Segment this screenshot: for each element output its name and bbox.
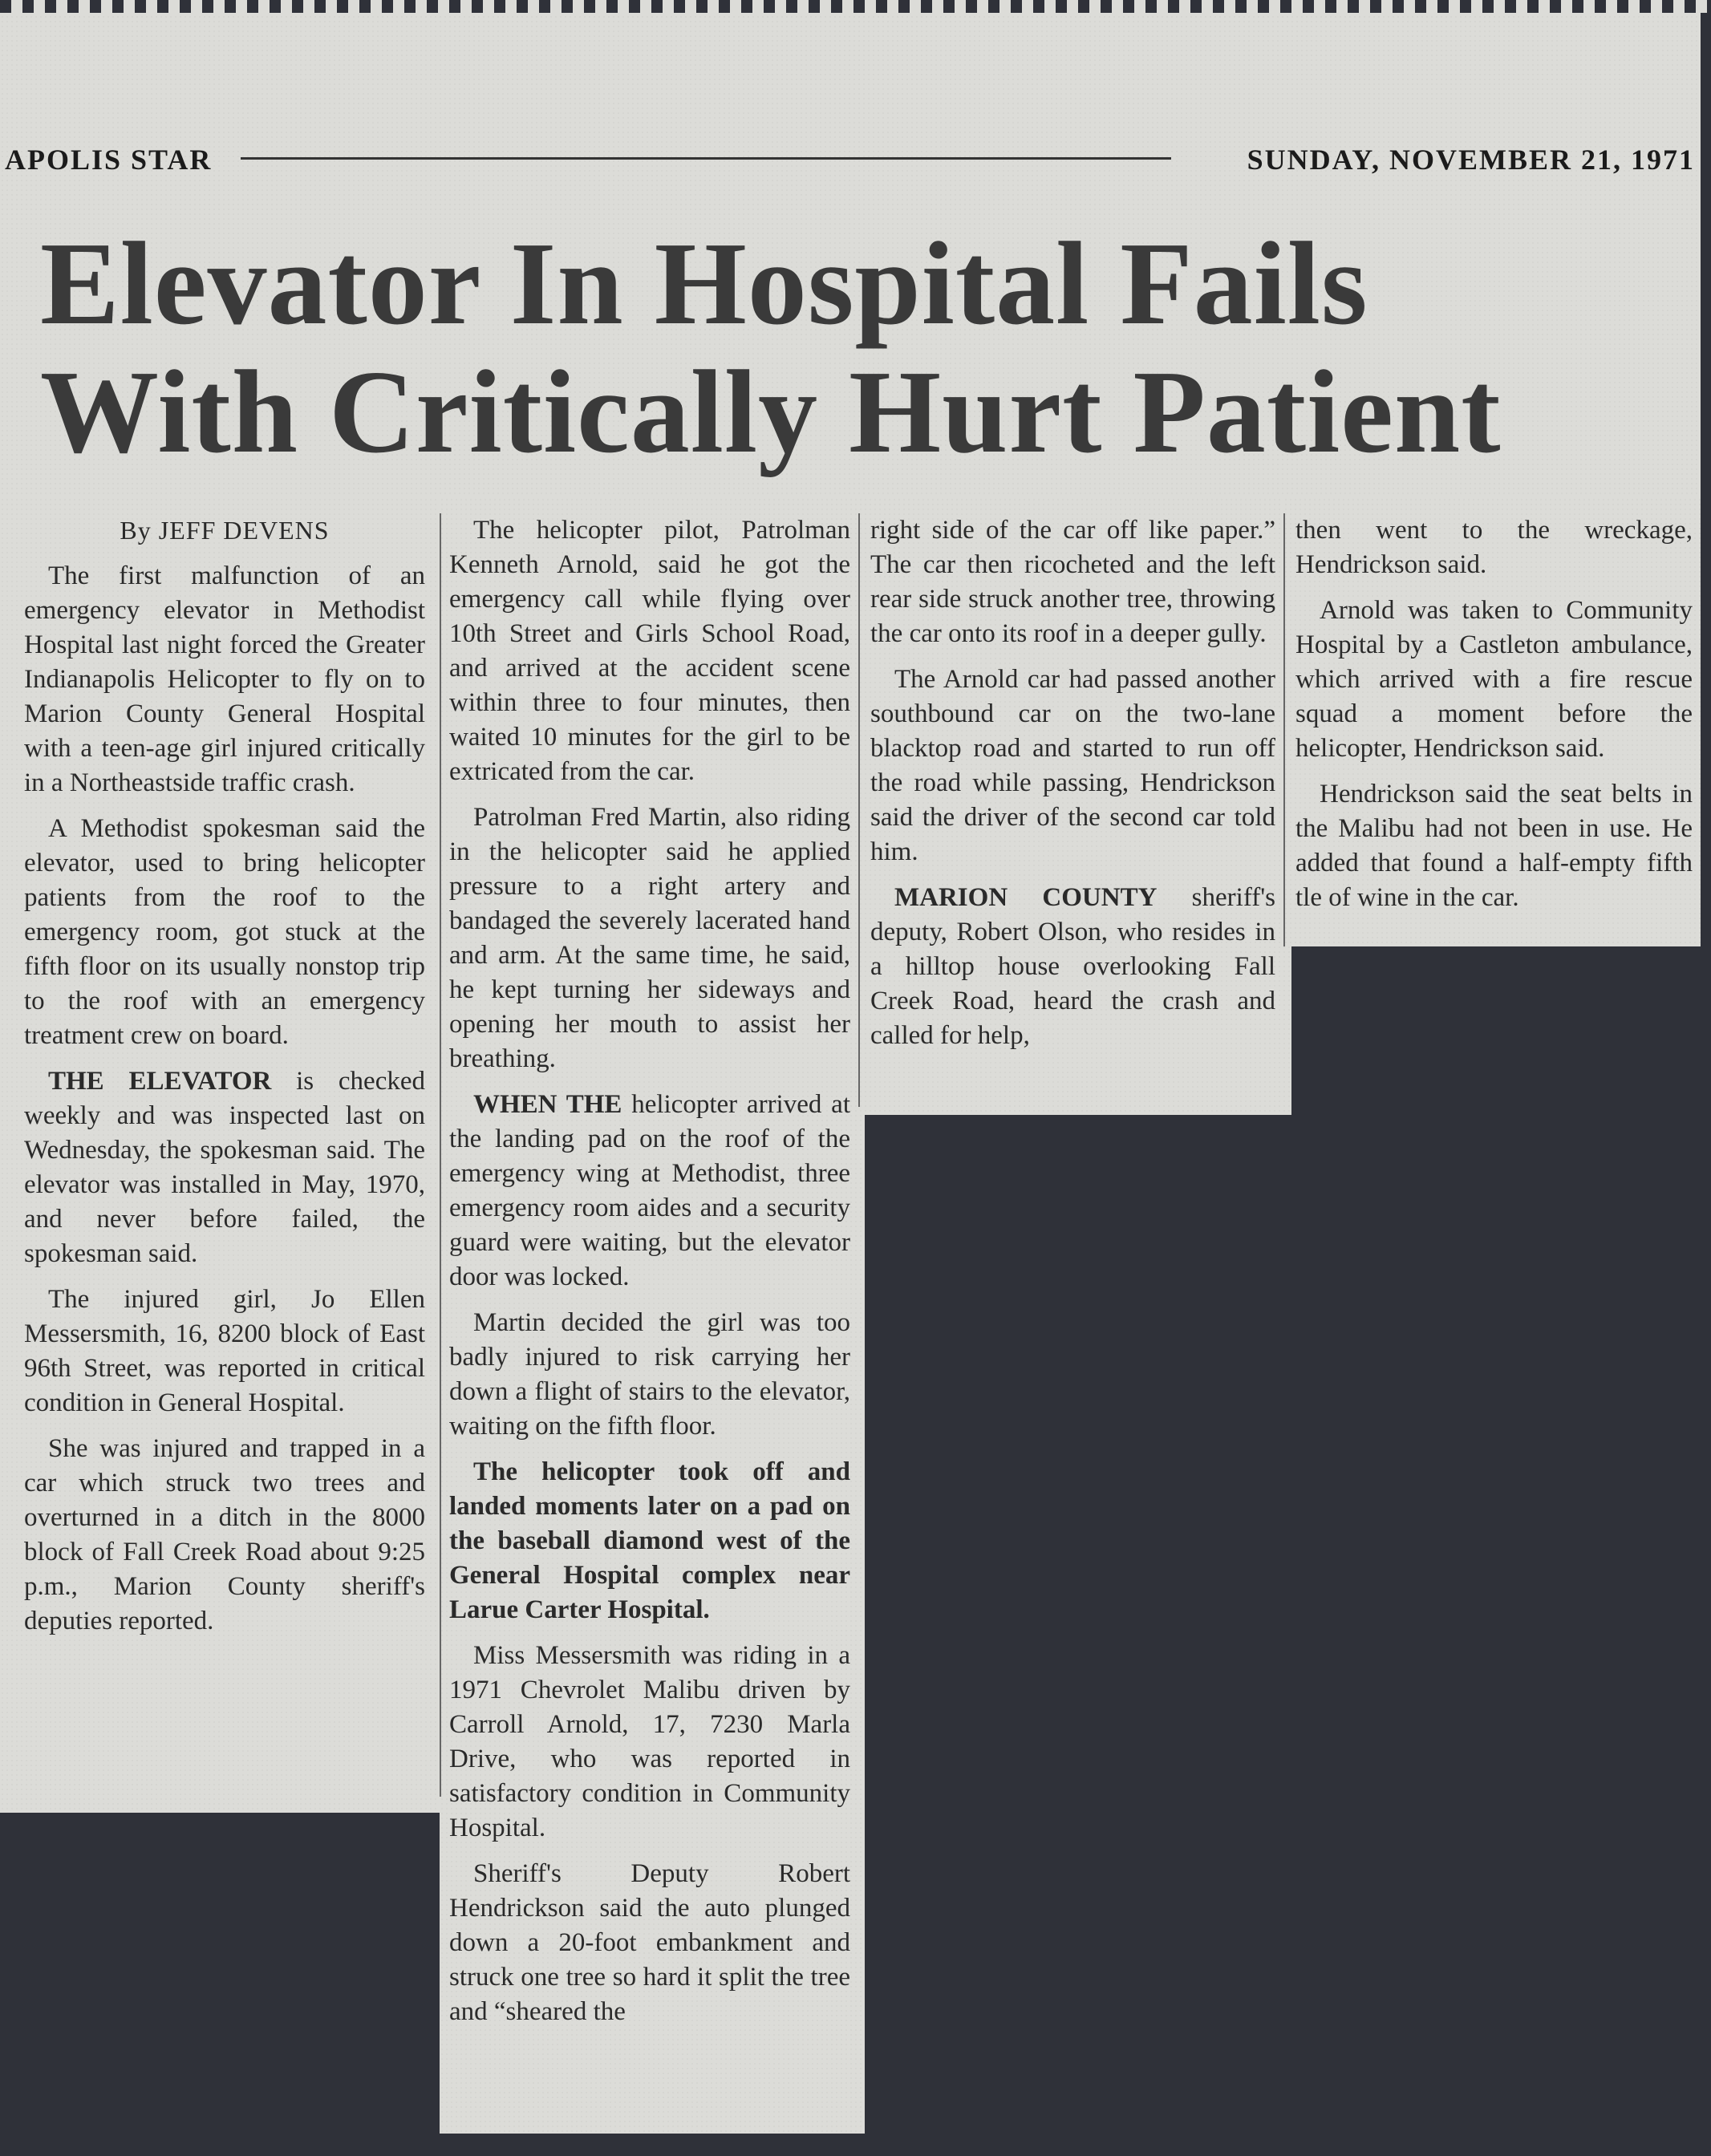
article-column-3 [870, 513, 1275, 1064]
paragraph: Martin decided the girl was too badly injured to risk carrying her down a flight of stairs to the elevator, waiting on the fifth floor. [449, 1308, 850, 1441]
publication-date: SUNDAY, NOVEMBER 21, 1971 [1247, 144, 1695, 176]
paragraph-text: is checked weekly and was inspected last on Wednesday, the spokesman said. The elevator was installed in May, 1970, and never before failed, the spokesman said. [24, 1067, 425, 1268]
paragraph-lead-in: THE ELEVATOR [48, 1067, 272, 1096]
paragraph-lead-in: WHEN THE [473, 1090, 622, 1119]
paragraph: The first malfunction of an emergency elevator in Methodist Hospital last night forced the Greater Indianapolis Helicopter to fly on to Marion County General Hospital with a teen-age girl injured critically in a Northeastside traffic crash. [24, 561, 425, 797]
headline-line-1: Elevator In Hospital Fails [40, 218, 1368, 350]
paragraph-bold: The helicopter took off and landed moments later on a pad on the baseball diamond west of the General Hospital complex near Larue Carter Hospital. [449, 1457, 850, 1624]
article-column-4 [1295, 513, 1693, 926]
torn-edge [0, 0, 1711, 13]
paragraph [24, 1064, 425, 1271]
paragraph: Patrolman Fred Martin, also riding in the helicopter said he applied pressure to a right artery and bandaged the severely lacerated hand and arm. At the same time, he said, he kept turning her sideways and opening her mouth to assist her breathing. [449, 803, 850, 1073]
paragraph: right side of the car off like paper.” The car then ricocheted and the left rear side struck another tree, throwing the car onto its roof in a deeper gully. [870, 516, 1275, 648]
headline-line-2: With Critically Hurt Patient [40, 346, 1502, 478]
column-divider [858, 513, 860, 1107]
paragraph: then went to the wreckage, Hendrickson said. [1295, 516, 1693, 579]
paragraph: Sheriff's Deputy Robert Hendrickson said the auto plunged down a 20-foot embankment and struck one tree so hard it split the tree and “sheared the [449, 1859, 850, 2026]
paragraph: The helicopter pilot, Patrolman Kenneth Arnold, said he got the emergency call while flying over 10th Street and Girls School Road, and arrived at the accident scene within three to four minutes, then waited 10 minutes for the girl to be extricated from the car. [449, 516, 850, 786]
paragraph [449, 1088, 850, 1295]
paragraph-lead-in: MARION COUNTY [894, 883, 1158, 912]
paragraph-text: sheriff's deputy, Robert Olson, who resides in a hilltop house overlooking Fall Creek Road, heard the crash and called for help, [870, 883, 1275, 1050]
column-divider [440, 513, 441, 1797]
paragraph [870, 881, 1275, 1053]
paragraph: The injured girl, Jo Ellen Messersmith, 16, 8200 block of East 96th Street, was reported in critical condition in General Hospital. [24, 1285, 425, 1417]
byline: By JEFF DEVENS [120, 516, 330, 545]
paragraph: Hendrickson said the seat belts in the Malibu had not been in use. He added that found a half-empty fifth tle of wine in the car. [1295, 780, 1693, 912]
column-divider [1283, 513, 1285, 946]
paragraph: The Arnold car had passed another southbound car on the two-lane blacktop road and started to run off the road while passing, Hendrickson said the driver of the second car told him. [870, 665, 1275, 866]
paragraph: A Methodist spokesman said the elevator, used to bring helicopter patients from the roof to the emergency room, got stuck at the fifth floor on its usually nonstop trip to the roof with an emergency treatment crew on board. [24, 814, 425, 1050]
paragraph-text: helicopter arrived at the landing pad on the roof of the emergency wing at Methodist, three emergency room aides and a security guard were waiting, but the elevator door was locked. [449, 1090, 850, 1291]
article-column-2 [449, 513, 850, 2040]
paragraph: Miss Messersmith was riding in a 1971 Chevrolet Malibu driven by Carroll Arnold, 17, 7230 Marla Drive, who was reported in satisfactory condition in Community Hospital. [449, 1641, 850, 1842]
article-column-1 [24, 513, 425, 1650]
paragraph: She was injured and trapped in a car which struck two trees and overturned in a ditch in the 8000 block of Fall Creek Road about 9:25 p.m., Marion County sheriff's deputies reported. [24, 1434, 425, 1635]
masthead-rule [241, 157, 1171, 160]
newspaper-name: APOLIS STAR [5, 144, 213, 176]
paragraph: Arnold was taken to Community Hospital by a Castleton ambulance, which arrived with a fire rescue squad a moment before the helicopter, Hendrickson said. [1295, 596, 1693, 763]
